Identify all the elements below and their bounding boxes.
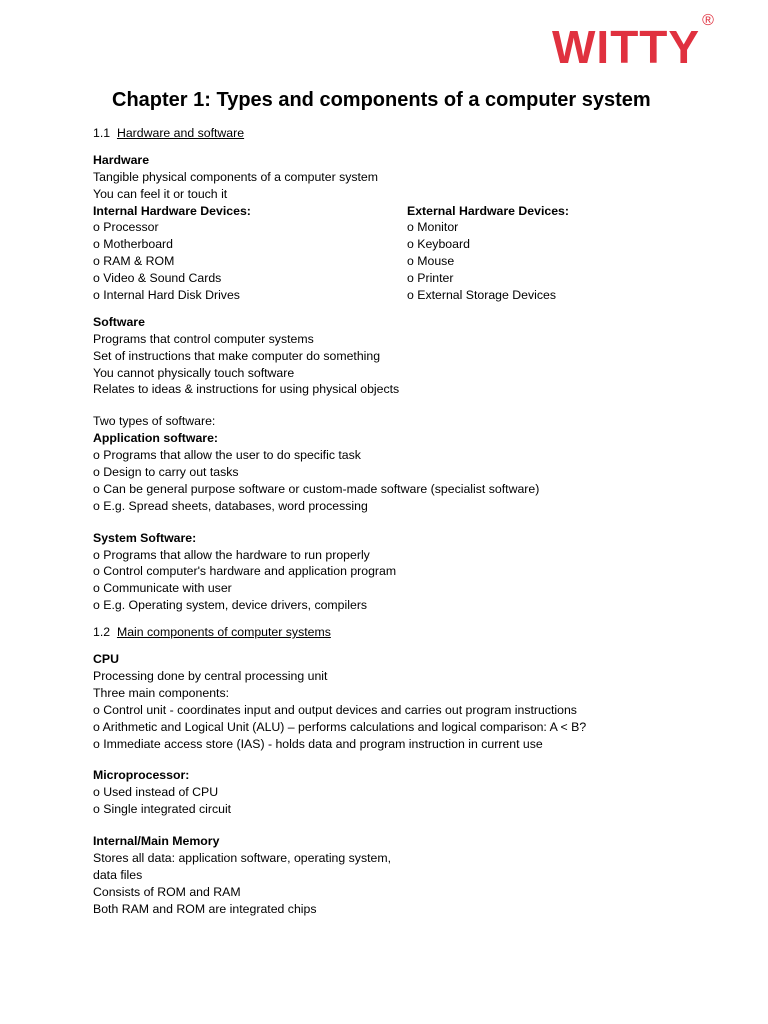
section-heading-1-1: 1.1 Hardware and software xyxy=(93,126,245,140)
bullet-item: Tangible physical components of a computer system xyxy=(93,169,379,184)
list-item: o E.g. Operating system, device drivers, compilers xyxy=(93,598,368,613)
section-heading-1-2: 1.2 Main components of computer systems xyxy=(93,625,331,640)
list-item: o E.g. Spread sheets, databases, word processing xyxy=(93,498,368,513)
software-types-intro: Two types of software: xyxy=(93,414,216,429)
page-title: Chapter 1: Types and components of a computer system xyxy=(112,89,651,111)
list-item: o Printer xyxy=(407,271,454,286)
list-item: o Internal Hard Disk Drives xyxy=(93,288,240,303)
list-item: o Immediate access store (IAS) - holds data and program instruction in current use xyxy=(93,736,543,751)
bullet-item: Relates to ideas & instructions for using physical objects xyxy=(93,382,400,397)
list-item: o Single integrated circuit xyxy=(93,802,232,817)
system-software-heading: System Software: xyxy=(93,530,197,545)
list-item: o Keyboard xyxy=(407,237,470,252)
list-item: o Design to carry out tasks xyxy=(93,465,239,480)
witty-logo: WITTY® xyxy=(552,11,715,73)
bullet-item: Both RAM and ROM are integrated chips xyxy=(93,901,317,916)
bullet-item: Processing done by central processing unit xyxy=(93,668,328,683)
software-heading: Software xyxy=(93,314,145,329)
bullet-item: Three main components: xyxy=(93,685,230,700)
microprocessor-heading: Microprocessor: xyxy=(93,768,190,783)
document-body xyxy=(93,125,733,918)
internal-devices-heading: Internal Hardware Devices: xyxy=(93,203,251,218)
bullet-item: You cannot physically touch software xyxy=(93,365,295,380)
list-item: o Communicate with user xyxy=(93,581,232,596)
list-item: o Monitor xyxy=(407,220,459,235)
list-item: o Video & Sound Cards xyxy=(93,271,222,286)
list-item: o Mouse xyxy=(407,254,455,269)
bullet-item: Set of instructions that make computer do something xyxy=(93,348,381,363)
list-item: o Control unit - coordinates input and output devices and carries out program instructions xyxy=(93,702,577,717)
list-item: o Used instead of CPU xyxy=(93,785,219,800)
list-item: o Programs that allow the user to do specific task xyxy=(93,448,361,463)
list-item: o Arithmetic and Logical Unit (ALU) – performs calculations and logical comparison: A < B? xyxy=(93,719,587,734)
hardware-columns xyxy=(93,203,733,304)
bullet-item: Programs that control computer systems xyxy=(93,331,314,346)
bullet-item: Consists of ROM and RAM xyxy=(93,884,241,899)
list-item: o Programs that allow the hardware to run properly xyxy=(93,547,370,562)
list-item: o External Storage Devices xyxy=(407,288,557,303)
list-item: o Processor xyxy=(93,220,159,235)
external-devices-heading: External Hardware Devices: xyxy=(407,203,569,218)
list-item: o Can be general purpose software or custom-made software (specialist software) xyxy=(93,481,540,496)
bullet-item-continuation: data files xyxy=(93,867,143,882)
list-item: o Motherboard xyxy=(93,237,173,252)
list-item: o RAM & ROM xyxy=(93,254,175,269)
bullet-item: You can feel it or touch it xyxy=(93,186,228,201)
application-software-heading: Application software: xyxy=(93,431,219,446)
bullet-item: Stores all data: application software, operating system, xyxy=(93,850,392,865)
memory-heading: Internal/Main Memory xyxy=(93,834,220,849)
list-item: o Control computer's hardware and application program xyxy=(93,564,397,579)
cpu-heading: CPU xyxy=(93,652,119,667)
hardware-heading: Hardware xyxy=(93,152,150,167)
